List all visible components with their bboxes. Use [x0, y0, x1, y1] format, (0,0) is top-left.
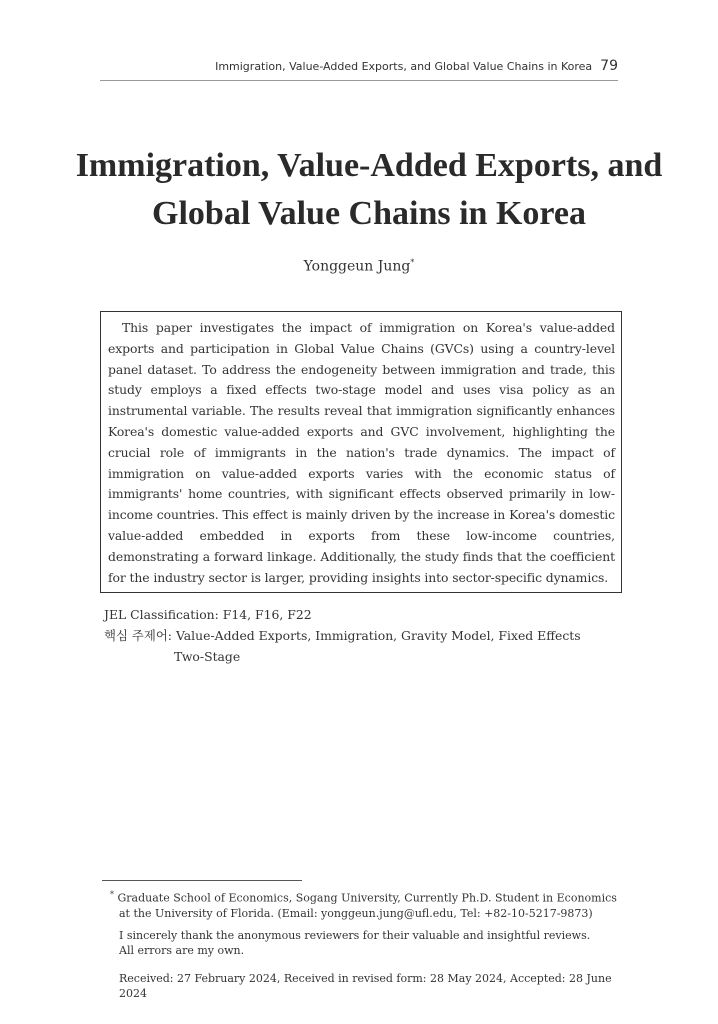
title-line-2: Global Value Chains in Korea [152, 195, 586, 232]
thanks-line-2: All errors are my own. [119, 943, 245, 957]
keywords-continuation: Two-Stage [174, 649, 241, 664]
footnote-mark: * [110, 890, 114, 899]
affiliation-line-1: * Graduate School of Economics, Sogang University, Currently Ph.D. Student in Economics [110, 890, 617, 905]
keywords-list: Value-Added Exports, Immigration, Gravity Model, Fixed Effects [175, 628, 581, 643]
jel-classification: JEL Classification: F14, F16, F22 [104, 607, 312, 622]
page-number: 79 [600, 58, 618, 74]
affiliation-line-2: at the University of Florida. (Email: yonggeun.jung@ufl.edu, Tel: +82-10-5217-9873) [119, 906, 593, 920]
header-rule [100, 80, 618, 81]
running-title: Immigration, Value-Added Exports, and Global Value Chains in Korea [215, 60, 593, 73]
keywords-line [104, 625, 624, 646]
keywords-label: 핵심 주제어: [104, 628, 172, 643]
footnote [110, 887, 622, 1001]
running-head [100, 58, 618, 74]
thanks-line-1: I sincerely thank the anonymous reviewers for their valuable and insightful reviews. [119, 928, 591, 942]
classification-block [104, 604, 624, 667]
abstract-box [100, 311, 622, 593]
title-line-1: Immigration, Value-Added Exports, and [75, 147, 663, 184]
author [100, 258, 618, 275]
author-footnote-mark: * [410, 258, 415, 267]
footnote-rule [102, 880, 302, 881]
author-name: Yonggeun Jung [303, 258, 411, 275]
received-dates: Received: 27 February 2024, Received in revised form: 28 May 2024, Accepted: 28 June 2024 [119, 971, 612, 1000]
abstract-text: This paper investigates the impact of immigration on Korea's value-added exports and participation in Global Value Chains (GVCs) using a country-level panel dataset. To address the endogeneity between immigration and trade, this study employs a fixed effects two-stage model and uses visa policy as an instrumental variable. The results reveal that immigration significantly enhances Korea's domestic value-added exports and GVC involvement, highlighting the crucial role of immigrants in the nation's trade dynamics. The impact of immigration on value-added exports varies with the economic status of immigrants' home countries, with significant effects observed primarily in low-income countries. This effect is mainly driven by the increase in Korea's domestic value-added embedded in exports from these low-income countries, demonstrating a forward linkage. Additionally, the study finds that the coefficient for the industry sector is larger, providing insights into sector-specific dynamics. [108, 320, 615, 585]
paper-title [60, 142, 678, 238]
